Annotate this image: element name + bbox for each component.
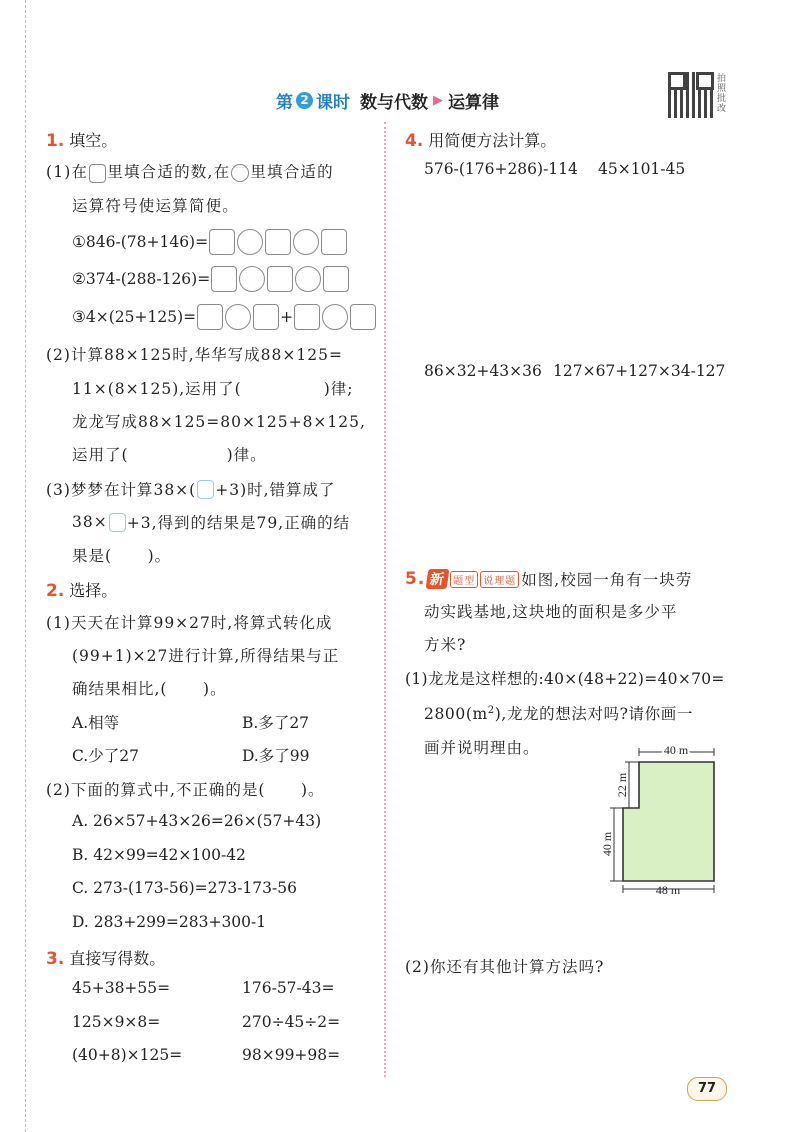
q2-p1-option-b[interactable]: B.多了27 bbox=[242, 714, 310, 732]
q3-item: (40+8)×125= bbox=[72, 1046, 183, 1064]
answer-box[interactable] bbox=[267, 266, 293, 292]
header-unit: 数与代数 bbox=[360, 93, 428, 113]
q4-item: 127×67+127×34-127 bbox=[553, 362, 726, 380]
q2-p2-option-c[interactable]: C. 273-(173-56)=273-173-56 bbox=[72, 879, 297, 897]
header-suffix: 课时 bbox=[316, 93, 350, 113]
q3-item: 98×99+98= bbox=[242, 1046, 341, 1064]
answer-box[interactable] bbox=[253, 304, 279, 330]
q5-p2: (2)你还有其他计算方法吗? bbox=[405, 958, 605, 976]
answer-circle[interactable] bbox=[322, 304, 348, 330]
q3-item: 45+38+55= bbox=[72, 979, 171, 997]
q1-p3-line3: 果是( )。 bbox=[72, 547, 172, 565]
q4-item: 86×32+43×36 bbox=[424, 362, 542, 380]
tag-question-type: 题型 bbox=[450, 571, 478, 588]
q5-line2: 动实践基地,这块地的面积是多少平 bbox=[424, 603, 678, 621]
q1-p2-line2 bbox=[72, 377, 354, 399]
plus-sign: + bbox=[280, 308, 294, 326]
answer-circle[interactable] bbox=[237, 229, 263, 255]
q1-p3-line1 bbox=[46, 478, 336, 500]
q2-p1-option-a[interactable]: A.相等 bbox=[72, 714, 120, 732]
expression: ③4×(25+125)= bbox=[72, 308, 197, 326]
q1-e3 bbox=[72, 304, 377, 330]
q1-p1-line2: 运算符号使运算简便。 bbox=[72, 197, 240, 215]
text: )律; bbox=[323, 380, 354, 398]
q5-p1-line1: (1)龙龙是这样想的:40×(48+22)=40×70= bbox=[405, 670, 725, 688]
lesson-number-badge: 2 bbox=[296, 92, 313, 109]
column-divider bbox=[384, 122, 386, 1077]
text: (1)在 bbox=[46, 163, 89, 181]
q1-p2-line1: (2)计算88×125时,华华写成88×125= bbox=[46, 346, 343, 364]
q2-p1-option-d[interactable]: D.多了99 bbox=[242, 747, 310, 765]
q4-item: 45×101-45 bbox=[598, 160, 686, 178]
q2-p1-option-c[interactable]: C.少了27 bbox=[72, 747, 139, 765]
text: 里填合适的数,在 bbox=[107, 163, 231, 181]
expression: ②374-(288-126)= bbox=[72, 270, 211, 288]
text: ),龙龙的想法对吗?请你画一 bbox=[494, 705, 693, 723]
answer-box[interactable] bbox=[265, 229, 291, 255]
q2-number: 2. bbox=[46, 581, 65, 601]
q1-p2-line3: 龙龙写成88×125=80×125+8×125, bbox=[72, 413, 366, 431]
qr-label: 拍照批改 bbox=[717, 74, 727, 114]
header-prefix: 第 bbox=[276, 93, 293, 113]
answer-circle[interactable] bbox=[239, 266, 265, 292]
expression: ①846-(78+146)= bbox=[72, 233, 209, 251]
q1-title: 填空。 bbox=[69, 131, 118, 150]
q3-number: 3. bbox=[46, 949, 65, 969]
answer-circle[interactable] bbox=[225, 304, 251, 330]
q1-e2 bbox=[72, 266, 350, 292]
answer-box[interactable] bbox=[321, 229, 347, 255]
q1-p2-line4 bbox=[72, 443, 267, 465]
dim-label-bottom: 48 m bbox=[655, 883, 681, 897]
q2-title: 选择。 bbox=[69, 581, 118, 600]
answer-box[interactable] bbox=[209, 229, 235, 255]
dim-label-top: 40 m bbox=[663, 743, 689, 757]
q2-p1-line3: 确结果相比,( )。 bbox=[72, 680, 227, 698]
q2-p2-option-d[interactable]: D. 283+299=283+300-1 bbox=[72, 913, 267, 931]
dim-label-left-upper: 22 m bbox=[615, 772, 629, 798]
triangle-icon: ▶ bbox=[433, 93, 443, 108]
q3-heading bbox=[46, 946, 165, 969]
text: (3)梦梦在计算38×( bbox=[46, 481, 197, 499]
q2-p2-option-a[interactable]: A. 26×57+43×26=26×(57+43) bbox=[72, 812, 322, 830]
text: 里填合适的 bbox=[250, 163, 334, 181]
q1-heading bbox=[46, 128, 117, 151]
text: +3)时,错算成了 bbox=[215, 481, 336, 499]
dim-label-left-lower: 40 m bbox=[600, 831, 614, 857]
page-number: 77 bbox=[687, 1077, 727, 1101]
q2-heading bbox=[46, 578, 117, 601]
q5-line3: 方米? bbox=[424, 636, 467, 654]
superscript: 2 bbox=[487, 704, 495, 716]
text: 2800(m bbox=[424, 705, 488, 723]
answer-circle[interactable] bbox=[295, 266, 321, 292]
answer-box[interactable] bbox=[109, 513, 126, 532]
q2-p1-line1: (1)天天在计算99×27时,将算式转化成 bbox=[46, 614, 333, 632]
q1-p1-line1 bbox=[46, 160, 334, 183]
text: 38× bbox=[72, 513, 108, 531]
q4-item: 576-(176+286)-114 bbox=[424, 160, 578, 178]
tag-reasoning: 说理题 bbox=[480, 571, 519, 588]
q3-item: 176-57-43= bbox=[242, 979, 335, 997]
q5-number: 5. bbox=[405, 569, 426, 589]
answer-box[interactable] bbox=[197, 480, 214, 499]
header-topic: 运算律 bbox=[448, 93, 499, 113]
text: +3,得到的结果是79,正确的结 bbox=[126, 514, 351, 532]
text: 运用了( bbox=[72, 446, 129, 464]
q2-p2-option-b[interactable]: B. 42×99=42×100-42 bbox=[72, 846, 246, 864]
q4-heading bbox=[405, 128, 556, 151]
answer-circle[interactable] bbox=[293, 229, 319, 255]
land-figure bbox=[596, 738, 726, 908]
answer-box[interactable] bbox=[197, 304, 223, 330]
q1-number: 1. bbox=[46, 131, 65, 151]
margin-line bbox=[25, 0, 26, 1132]
q2-p2-line1: (2)下面的算式中,不正确的是( )。 bbox=[46, 781, 325, 799]
q3-title: 直接写得数。 bbox=[69, 949, 166, 968]
q3-item: 270÷45÷2= bbox=[242, 1013, 341, 1031]
q1-e1 bbox=[72, 229, 348, 255]
answer-box[interactable] bbox=[211, 266, 237, 292]
answer-box[interactable] bbox=[323, 266, 349, 292]
q5-line1: 如图,校园一角有一块劳 bbox=[521, 571, 693, 589]
lesson-header bbox=[276, 88, 499, 113]
q2-p1-line2: (99+1)×27进行计算,所得结果与正 bbox=[72, 647, 340, 665]
answer-box[interactable] bbox=[294, 304, 320, 330]
answer-box[interactable] bbox=[350, 304, 376, 330]
land-plot-shape bbox=[623, 762, 714, 881]
q5-p1-line3: 画并说明理由。 bbox=[424, 739, 540, 757]
q5-heading bbox=[405, 568, 692, 590]
q3-item: 125×9×8= bbox=[72, 1013, 161, 1031]
answer-box[interactable] bbox=[89, 164, 106, 183]
q4-title: 用简便方法计算。 bbox=[428, 131, 557, 150]
text: 11×(8×125),运用了( bbox=[72, 380, 242, 398]
answer-circle[interactable] bbox=[231, 164, 249, 182]
q1-p3-line2 bbox=[72, 511, 350, 533]
qr-code-icon[interactable] bbox=[668, 72, 714, 118]
text: )律。 bbox=[226, 446, 267, 464]
q4-number: 4. bbox=[405, 131, 424, 151]
new-badge: 新 bbox=[426, 569, 450, 589]
q5-p1-line2 bbox=[424, 702, 693, 724]
